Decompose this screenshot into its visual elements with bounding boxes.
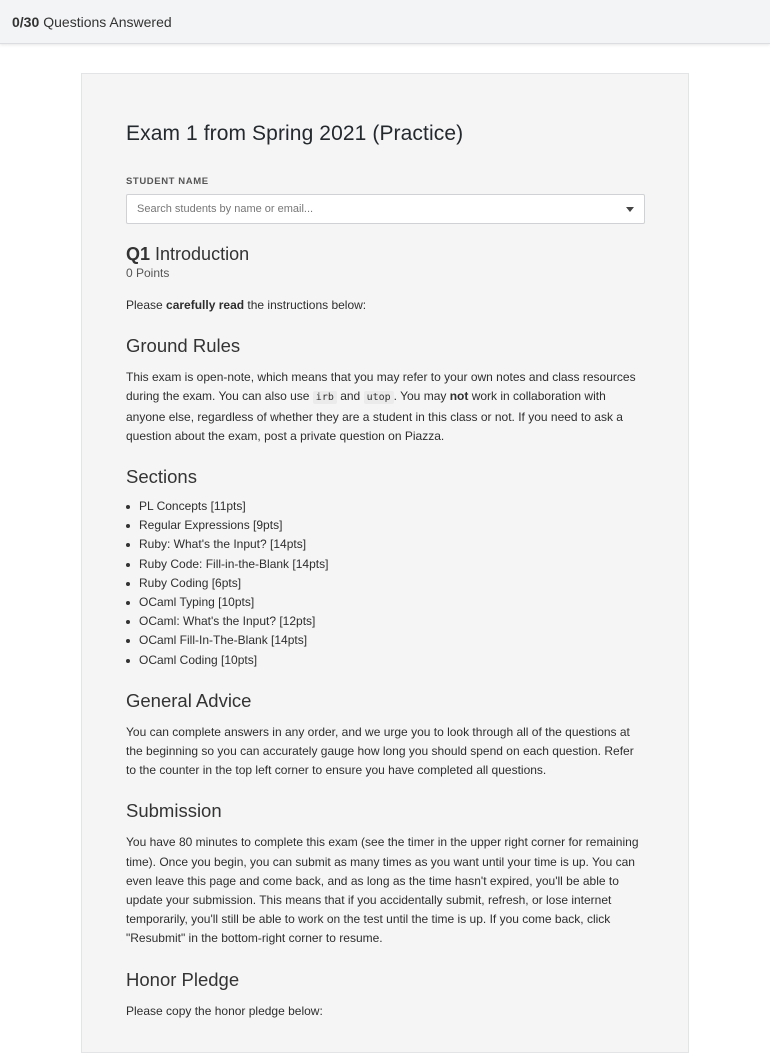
exam-panel — [81, 73, 689, 1053]
list-item: OCaml Typing [10pts] — [126, 593, 644, 612]
chevron-down-icon — [626, 207, 634, 212]
answered-count: 0/30 — [12, 13, 40, 30]
list-item: PL Concepts [11pts] — [126, 497, 644, 516]
not-emphasis: not — [449, 389, 469, 404]
ground-rules-heading: Ground Rules — [126, 335, 241, 357]
general-advice-text: You can complete answers in any order, and we urge you to look through all of the questions at the beginning so you can accurately gauge how long you should spend on each question. Refer to the counter in the top left corner to ensure you have completed all questions. — [126, 724, 634, 778]
sections-list — [126, 497, 644, 670]
answered-label: Questions Answered — [43, 13, 172, 30]
honor-pledge-heading: Honor Pledge — [126, 968, 240, 990]
student-name-select[interactable] — [126, 194, 645, 224]
submission-text: You have 80 minutes to complete this exam (see the timer in the upper right corner for remaining time). Once you begin, you can submit as many times as you want until your time is up. You can even leave this page and come back, and as long as the time hasn't expired, you'll be able to update your submission. This means that if you accidentally submit, refresh, or lose internet temporarily, you'll still be able to work on the test until the time is up. If you come back, click "Resubmit" in the bottom-right corner to resume. — [126, 835, 639, 946]
question-heading — [126, 244, 644, 265]
irb-code: irb — [313, 391, 337, 404]
intro-emphasis: carefully read — [166, 298, 245, 312]
question-title: Introduction — [155, 244, 250, 264]
list-item: Regular Expressions [9pts] — [126, 516, 644, 535]
student-name-label: STUDENT NAME — [126, 176, 209, 187]
list-item: OCaml Coding [10pts] — [126, 651, 644, 670]
sections-heading: Sections — [126, 466, 197, 488]
student-name-placeholder: Search students by name or email... — [137, 203, 314, 215]
question-points: 0 Points — [126, 266, 170, 280]
honor-pledge-text: Please copy the honor pledge below: — [126, 1003, 323, 1018]
submission-heading: Submission — [126, 800, 222, 822]
list-item: Ruby Coding [6pts] — [126, 574, 644, 593]
list-item: OCaml: What's the Input? [12pts] — [126, 612, 644, 631]
intro-text: Please carefully read the instructions below: — [126, 298, 367, 312]
question-number: Q1 — [126, 244, 151, 264]
list-item: OCaml Fill-In-The-Blank [14pts] — [126, 631, 644, 650]
ground-rules-text: This exam is open-note, which means that you may refer to your own notes and class resources during the exam. You can also use irb and utop . You may not work in collaboration with anyone else, regardless of whether they are a student in this class or not. If you need to ask a question about the exam, post a private question on Piazza. — [126, 370, 636, 443]
exam-title: Exam 1 from Spring 2021 (Practice) — [126, 122, 464, 145]
questions-answered-counter — [0, 0, 770, 44]
utop-code: utop — [364, 391, 394, 404]
list-item: Ruby Code: Fill-in-the-Blank [14pts] — [126, 555, 644, 574]
general-advice-heading: General Advice — [126, 689, 252, 711]
list-item: Ruby: What's the Input? [14pts] — [126, 535, 644, 554]
